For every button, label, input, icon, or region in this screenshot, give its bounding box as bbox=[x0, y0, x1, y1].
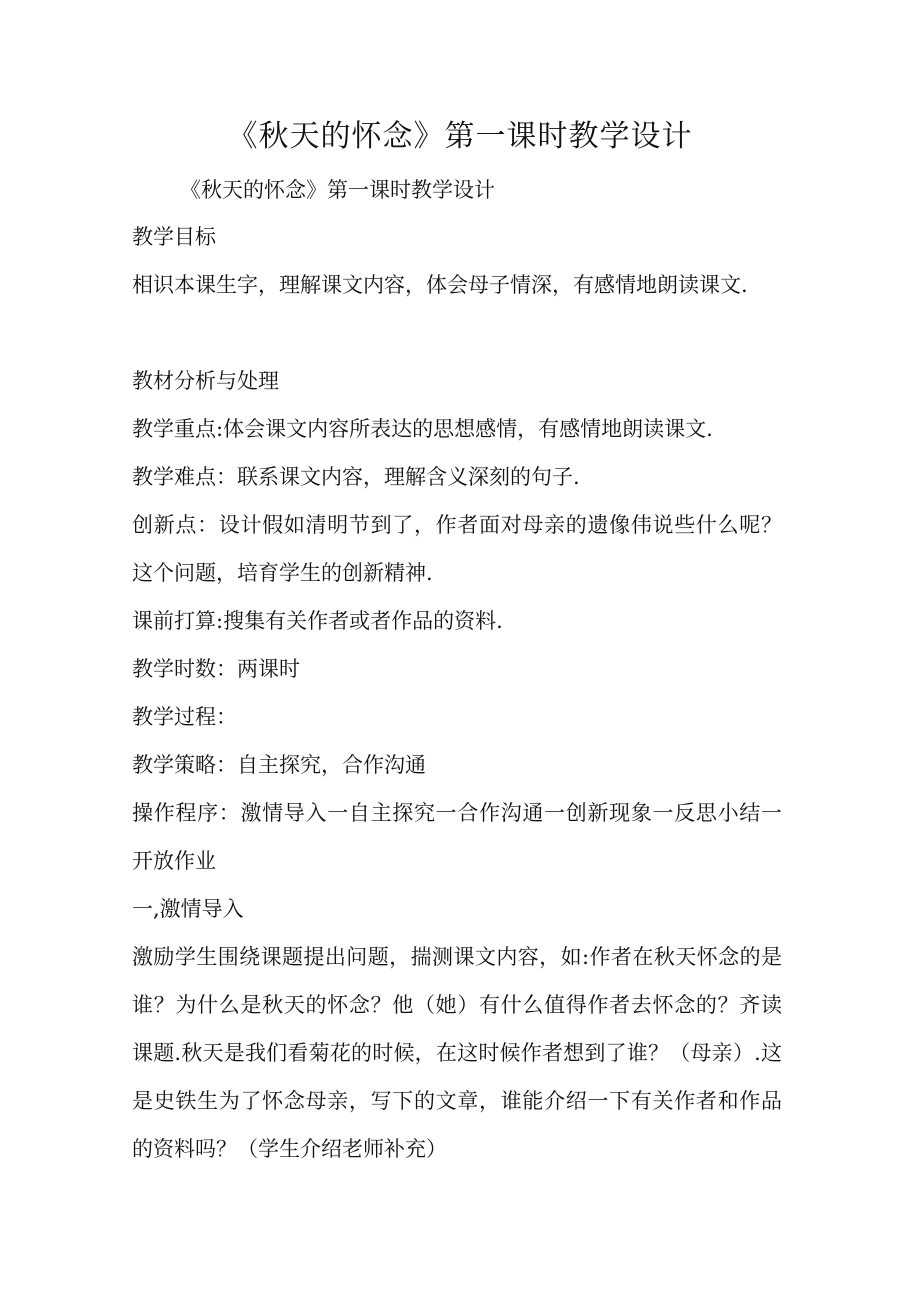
paragraph-key-point: 教学重点:体会课文内容所表达的思想感情，有感情地朗读课文. bbox=[132, 417, 713, 441]
heading-teaching-goals: 教学目标 bbox=[132, 225, 216, 249]
paragraph-goals: 相识本课生字，理解课文内容，体会母子情深，有感情地朗读课文. bbox=[132, 273, 748, 297]
heading-teaching-process: 教学过程： bbox=[132, 705, 237, 729]
paragraph-procedure: 操作程序：激情导入一自主探究一合作沟通一创新现象一反思小结一开放作业 bbox=[132, 801, 782, 873]
document-title: 《秋天的怀念》第一课时教学设计 bbox=[227, 119, 693, 154]
paragraph-class-hours: 教学时数：两课时 bbox=[132, 657, 300, 681]
heading-section-one: 一,激情导入 bbox=[132, 897, 244, 921]
heading-material-analysis: 教材分析与处理 bbox=[132, 369, 279, 393]
paragraph-preparation: 课前打算:搜集有关作者或者作品的资料. bbox=[132, 609, 503, 633]
document-subtitle: 《秋天的怀念》第一课时教学设计 bbox=[180, 178, 495, 202]
paragraph-strategy: 教学策略：自主探究，合作沟通 bbox=[132, 753, 426, 777]
paragraph-innovation: 创新点：设计假如清明节到了，作者面对母亲的遗像伟说些什么呢？这个问题，培育学生的创新精神. bbox=[132, 513, 782, 585]
paragraph-difficulty: 教学难点：联系课文内容，理解含义深刻的句子. bbox=[132, 465, 580, 489]
paragraph-introduction: 激励学生围绕课题提出问题，揣测课文内容，如:作者在秋天怀念的是谁？为什么是秋天的怀念？他（她）有什么值得作者去怀念的？齐读课题.秋天是我们看菊花的时候，在这时候作者想到了谁？（母亲）.这是史铁生为了怀念母亲，写下的文章，谁能介绍一下有关作者和作品的资料吗？（学生介绍老师补充） bbox=[132, 945, 782, 1161]
